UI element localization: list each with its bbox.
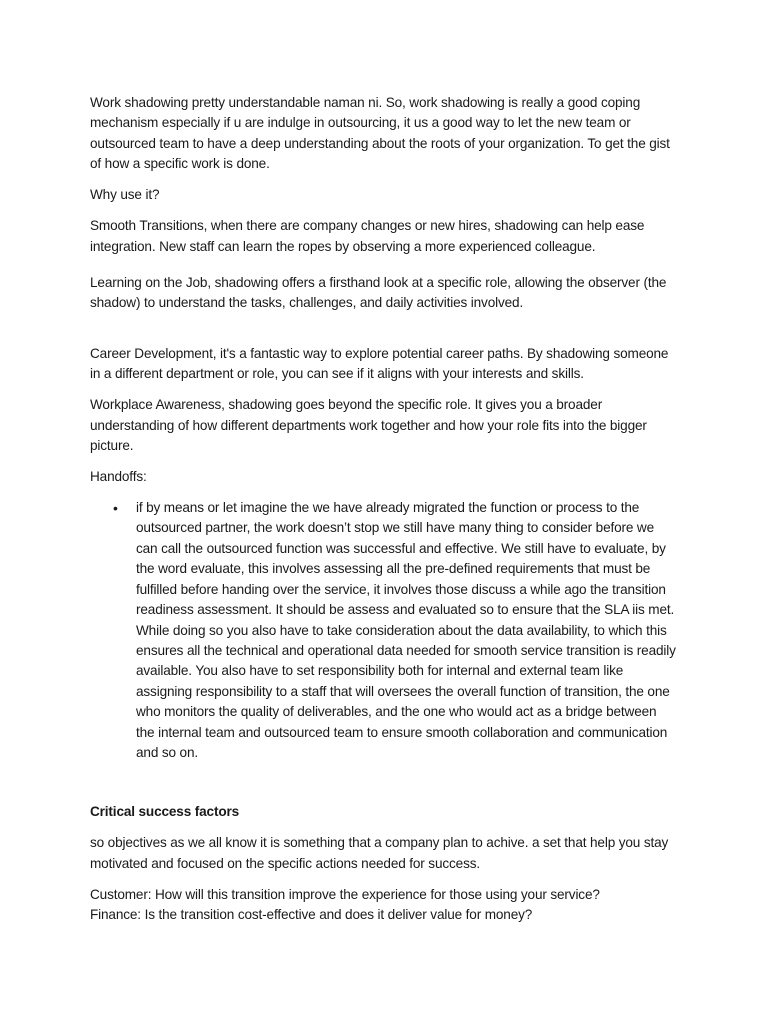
bullet-icon: •: [113, 500, 118, 517]
workplace-awareness-paragraph: Workplace Awareness, shadowing goes beyond the specific role. It gives you a broader understanding of how different departments work together and how your role fits into the bigger picture.: [90, 397, 647, 454]
intro-paragraph: Work shadowing pretty understandable naman ni. So, work shadowing is really a good coping mechanism especially if u are indulge in outsourcing, it us a good way to let the new team or outsourced team to have a deep understanding about the roots of your organization. To get the gist of how a specific work is done.: [90, 95, 670, 172]
handoffs-bullet-text: if by means or let imagine the we have already migrated the function or process to the outsourced partner, the work doesn’t stop we still have many thing to consider before we can call the outsourced function was successful and effective. We still have to evaluate, by the word evaluate, this involves assessing all the pre-defined requirements that must be fulfilled before handing over the service, it involves those discuss a while ago the transition readiness assessment. It should be assess and evaluated so to ensure that the SLA iis met. While doing so you also have to take consideration about the data availability, to which this ensures all the technical and operational data needed for smooth service transition is readily available. You also have to set responsibility both for internal and external team like assigning responsibility to a staff that will oversees the overall function of transition, the one who monitors the quality of deliverables, and the one who would act as a bridge between the internal team and outsourced team to ensure smooth collaboration and communication and so on.: [136, 500, 676, 760]
finance-question: Finance: Is the transition cost-effective and does it deliver value for money?: [90, 907, 533, 923]
customer-finance-paragraph: [90, 885, 678, 926]
learning-on-the-job-paragraph: Learning on the Job, shadowing offers a firsthand look at a specific role, allowing the observer (the shadow) to understand the tasks, challenges, and daily activities involved.: [90, 275, 667, 311]
handoffs-label: Handoffs:: [90, 469, 147, 485]
list-item: [113, 498, 678, 763]
objectives-paragraph: so objectives as we all know it is something that a company plan to achive. a set that help you stay motivated and focused on the specific actions needed for success.: [90, 835, 669, 871]
document-body: [90, 93, 678, 936]
smooth-transitions-paragraph: Smooth Transitions, when there are company changes or new hires, shadowing can help ease integration. New staff can learn the ropes by observing a more experienced colleague.: [90, 218, 645, 254]
handoffs-list: [90, 498, 678, 763]
why-use-it-question: Why use it?: [90, 187, 160, 203]
career-development-paragraph: Career Development, it's a fantastic way to explore potential career paths. By shadowing someone in a different department or role, you can see if it aligns with your interests and skills.: [90, 345, 669, 382]
critical-success-factors-heading: Critical success factors: [90, 804, 240, 820]
customer-question: Customer: How will this transition improve the experience for those using your service?: [90, 886, 600, 902]
